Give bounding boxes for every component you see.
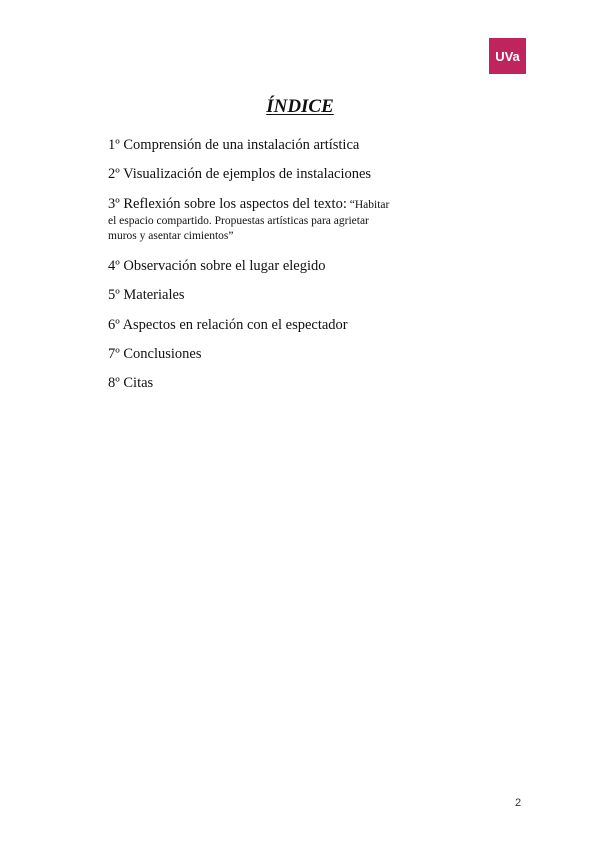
uva-logo-text: UVa <box>495 48 520 64</box>
page-title: ÍNDICE <box>266 96 334 117</box>
index-item-3 <box>108 195 389 244</box>
page-number: 2 <box>515 797 522 809</box>
index-item-3-label: 3º Reflexión sobre los aspectos del texto: <box>108 196 347 212</box>
index-item-4: 4º Observación sobre el lugar elegido <box>108 258 326 274</box>
index-item-3-quote-start: “Habitar <box>346 199 390 211</box>
index-item-8: 8º Citas <box>108 375 154 391</box>
uva-logo <box>489 38 526 74</box>
index-item-3-quote-line-3: muros y asentar cimientos” <box>108 230 234 242</box>
index-item-5: 5º Materiales <box>108 287 185 303</box>
index-item-6: 6º Aspectos en relación con el espectador <box>108 317 348 333</box>
index-item-1: 1º Comprensión de una instalación artística <box>108 137 360 153</box>
index-item-7: 7º Conclusiones <box>108 346 202 362</box>
index-item-3-quote-line-2: el espacio compartido. Propuestas artísticas para agrietar <box>108 215 369 227</box>
index-item-2: 2º Visualización de ejemplos de instalaciones <box>108 166 372 182</box>
